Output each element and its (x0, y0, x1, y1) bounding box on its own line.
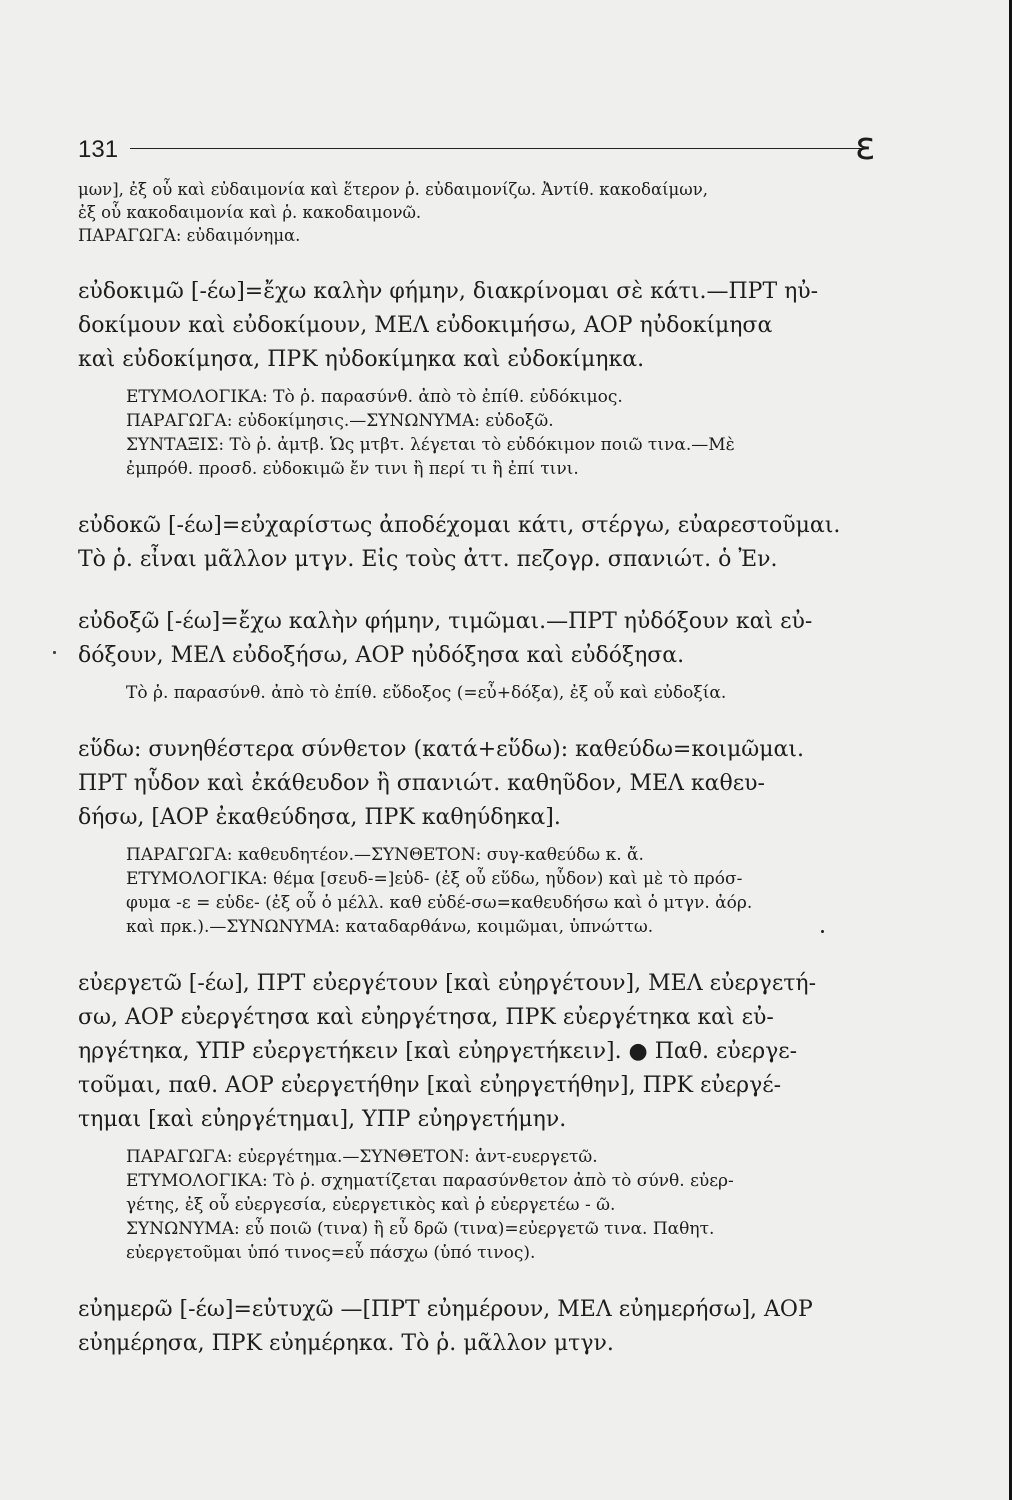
entry-line: μων], ἐξ οὗ καὶ εὐδαιμονία καὶ ἕτερον ῥ. εὐδαιμονίζω. Ἀντίθ. κακοδαίμων, (78, 180, 709, 199)
entry-line: εὕδω: συνηθέστερα σύνθετον (κατά+εὕδω): καθεύδω=κοιμῶμαι. (78, 737, 804, 762)
entry-line: ΕΤΥΜΟΛΟΓΙΚΑ: Τὸ ῥ. σχηματίζεται παρασύνθετον ἀπὸ τὸ σύνθ. εὐερ- (126, 1171, 734, 1191)
page-number: 131 (78, 136, 119, 163)
entry-line: δοκίμουν καὶ εὐδοκίμουν, ΜΕΛ εὐδοκιμήσω, ΑΟΡ ηὐδοκίμησα (78, 313, 773, 338)
entry-line: εὐεργετοῦμαι ὑπό τινος=εὖ πάσχω (ὑπό τινος). (126, 1243, 536, 1263)
entry-line: φυμα -ε = εὑδε- (ἐξ οὗ ὁ μέλλ. καθ εὑδέ-σω=καθευδήσω καὶ ὁ μτγν. ἀόρ. (126, 893, 753, 913)
entry-line: εὐδοκιμῶ [-έω]=ἔχω καλὴν φήμην, διακρίνομαι σὲ κάτι.—ΠΡΤ ηὐ- (78, 279, 819, 304)
stray-dot (821, 930, 824, 933)
entry-line: τημαι [καὶ εὐηργέτημαι], ΥΠΡ εὐηργετήμην. (78, 1107, 567, 1132)
entry-line: ηργέτηκα, ΥΠΡ εὐεργετήκειν [καὶ εὐηργετήκειν]. ● Παθ. εὐεργε- (78, 1039, 798, 1064)
entry-line: ΣΥΝΩΝΥΜΑ: εὖ ποιῶ (τινα) ἢ εὖ δρῶ (τινα)=εὐεργετῶ τινα. Παθητ. (126, 1219, 715, 1239)
entry-line: ΠΑΡΑΓΩΓΑ: καθευδητέον.—ΣΥΝΘΕΤΟΝ: συγ-καθεύδω κ. ἄ. (126, 845, 644, 865)
entry-line-text: δόξουν, ΜΕΛ εὐδοξήσω, ΑΟΡ ηὐδόξησα καὶ εὐδόξησα. (78, 643, 685, 668)
entry-line: τοῦμαι, παθ. ΑΟΡ εὐεργετήθην [καὶ εὐηργετήθην], ΠΡΚ εὐεργέ- (78, 1073, 782, 1098)
entry-line: εὐημερῶ [-έω]=εὐτυχῶ —[ΠΡΤ εὐημέρουν, ΜΕΛ εὐημερήσω], ΑΟΡ (78, 1297, 813, 1322)
entry-line: ΣΥΝΤΑΞΙΣ: Τὸ ῥ. ἀμτβ. Ὡς μτβτ. λέγεται τὸ εὐδόκιμον ποιῶ τινα.—Μὲ (126, 435, 735, 455)
entry-line: ΕΤΥΜΟΛΟΓΙΚΑ: θέμα [σευδ-=]εὑδ- (ἐξ οὗ εὕδω, ηὗδον) καὶ μὲ τὸ πρόσ- (126, 869, 743, 889)
entry-line: εὐεργετῶ [-έω], ΠΡΤ εὐεργέτουν [καὶ εὐηργέτουν], ΜΕΛ εὐεργετή- (78, 971, 817, 996)
entry-line: ἐξ οὗ κακοδαιμονία καὶ ῥ. κακοδαιμονῶ. (78, 203, 422, 222)
entry-eudo (78, 733, 888, 939)
page-header (78, 124, 876, 174)
dictionary-content (78, 178, 888, 1361)
margin-mark (53, 651, 56, 654)
entry-line: γέτης, ἐξ οὗ εὐεργεσία, εὐεργετικὸς καὶ ῥ εὐεργετέω - ῶ. (126, 1195, 616, 1215)
entry-line: ΠΑΡΑΓΩΓΑ: εὐδοκίμησις.—ΣΥΝΩΝΥΜΑ: εὐδοξῶ. (126, 411, 554, 431)
entry-line: ΠΑΡΑΓΩΓΑ: εὐδαιμόνημα. (78, 226, 301, 245)
entry-euemero (78, 1293, 888, 1361)
entry-line: Τὸ ῥ. εἶναι μᾶλλον μτγν. Εἰς τοὺς ἀττ. πεζογρ. σπανιώτ. ὁ Ἐν. (78, 547, 778, 572)
entry-line: δήσω, [ΑΟΡ ἐκαθεύδησα, ΠΡΚ καθηύδηκα]. (78, 805, 561, 830)
entry-line: εὐημέρησα, ΠΡΚ εὐημέρηκα. Τὸ ῥ. μᾶλλον μτγν. (78, 1331, 614, 1356)
entry-line: ΕΤΥΜΟΛΟΓΙΚΑ: Τὸ ῥ. παρασύνθ. ἀπὸ τὸ ἐπίθ. εὐδόκιμος. (126, 387, 623, 407)
entry-eudoxo (78, 605, 888, 705)
entry-line: ἐμπρόθ. προσδ. εὐδοκιμῶ ἔν τινι ἢ περί τι ἢ ἐπί τινι. (126, 459, 579, 479)
entry-line: σω, ΑΟΡ εὐεργέτησα καὶ εὐηργέτησα, ΠΡΚ εὐεργέτηκα καὶ εὐ- (78, 1005, 774, 1030)
entry-line (78, 639, 888, 673)
entry-line-text: καὶ πρκ.).—ΣΥΝΩΝΥΜΑ: καταδαρθάνω, κοιμῶμαι, ὑπνώττω. (126, 917, 654, 937)
entry-eudokimo (78, 275, 888, 481)
entry-line: ΠΡΤ ηὗδον καὶ ἐκάθευδον ἢ σπανιώτ. καθηῦδον, ΜΕΛ καθευ- (78, 771, 765, 796)
entry-line: Τὸ ῥ. παρασύνθ. ἀπὸ τὸ ἐπίθ. εὔδοξος (=εὖ+δόξα), ἐξ οὗ καὶ εὐδοξία. (126, 683, 727, 703)
entry-line: εὐδοκῶ [-έω]=εὐχαρίστως ἀποδέχομαι κάτι, στέργω, εὐαρεστοῦμαι. (78, 513, 841, 538)
entry-line: ΠΑΡΑΓΩΓΑ: εὐεργέτημα.—ΣΥΝΘΕΤΟΝ: ἀντ-ευεργετῶ. (126, 1147, 598, 1167)
entry-line (78, 915, 888, 939)
entry-line: καὶ εὐδοκίμησα, ΠΡΚ ηὐδοκίμηκα καὶ εὐδοκίμηκα. (78, 347, 645, 372)
header-rule (130, 148, 862, 149)
entry-euergeto (78, 967, 888, 1265)
section-letter: ε (855, 124, 876, 168)
entry-line: εὐδοξῶ [-έω]=ἔχω καλὴν φήμην, τιμῶμαι.—ΠΡΤ ηὐδόξουν καὶ εὐ- (78, 609, 813, 634)
continued-entry (78, 178, 888, 247)
entry-eudoko (78, 509, 888, 577)
